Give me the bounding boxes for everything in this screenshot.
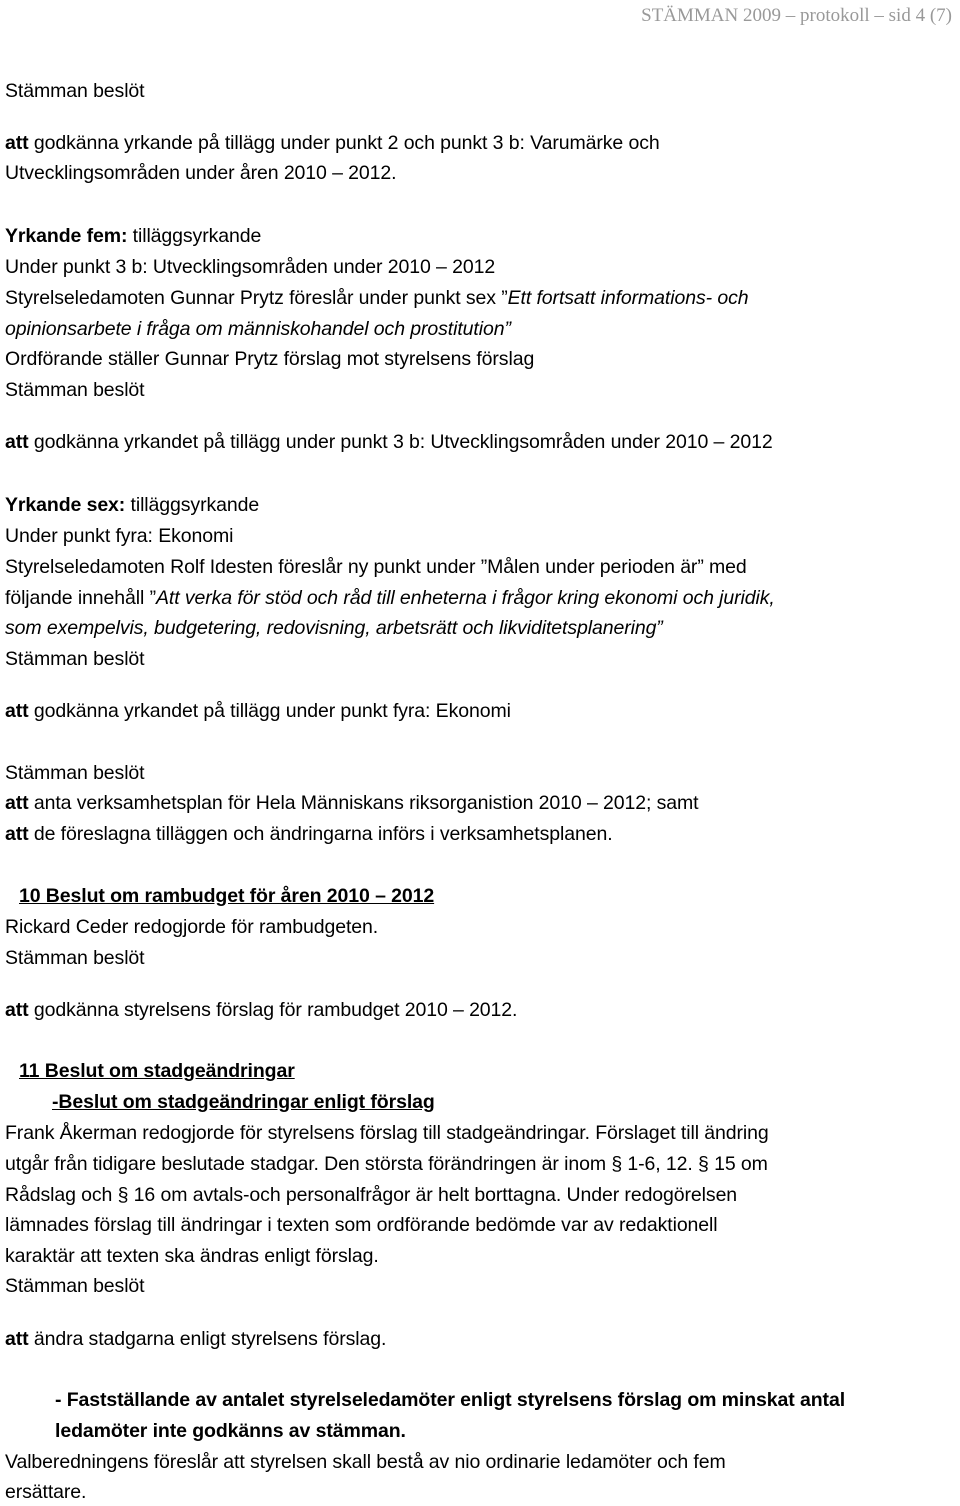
decision-label: Stämman beslöt	[5, 762, 145, 784]
motion-text-cont: opinionsarbete i fråga om människohandel och prostitution”	[5, 318, 511, 340]
motion-text-cont: som exempelvis, budgetering, redovisning, arbetsrätt och likviditetsplanering”	[5, 617, 663, 639]
decision-text-cont: Utvecklingsområden under åren 2010 – 2012.	[5, 162, 397, 184]
section-heading-11: 11 Beslut om stadgeändringar	[19, 1060, 295, 1082]
decision-text: att godkänna yrkandet på tillägg under punkt 3 b: Utvecklingsområden under 2010 – 2012	[5, 431, 773, 453]
section-text: Rådslag och § 16 om avtals-och personalfrågor är helt borttagna. Under redogörelsen	[5, 1184, 738, 1206]
section-text: Valberedningens föreslår att styrelsen skall bestå av nio ordinarie ledamöter och fem	[5, 1451, 726, 1473]
section-text: ersättare.	[5, 1481, 87, 1503]
motion-heading: Yrkande sex: tilläggsyrkande	[5, 494, 260, 516]
motion-point: Under punkt fyra: Ekonomi	[5, 525, 234, 547]
motion-heading: Yrkande fem: tilläggsyrkande	[5, 225, 262, 247]
decision-text: att de föreslagna tilläggen och ändringarna införs i verksamhetsplanen.	[5, 823, 613, 845]
section-text: utgår från tidigare beslutade stadgar. Den största förändringen är inom § 1-6, 12. § 15 om	[5, 1153, 768, 1175]
subsection-heading-cont: ledamöter inte godkänns av stämman.	[55, 1420, 406, 1442]
subsection-heading: - Fastställande av antalet styrelseledamöter enligt styrelsens förslag om minskat antal	[55, 1389, 846, 1411]
motion-text: Styrelseledamoten Gunnar Prytz föreslår under punkt sex ”Ett fortsatt informations- och	[5, 287, 749, 309]
section-text: Rickard Ceder redogjorde för rambudgeten.	[5, 916, 379, 938]
subsection-heading: -Beslut om stadgeändringar enligt förslag	[52, 1091, 435, 1113]
decision-text: att godkänna yrkande på tillägg under punkt 2 och punkt 3 b: Varumärke och	[5, 132, 660, 154]
section-text: Frank Åkerman redogjorde för styrelsens förslag till stadgeändringar. Förslaget till ändring	[5, 1122, 769, 1144]
decision-label: Stämman beslöt	[5, 648, 145, 670]
section-heading-10: 10 Beslut om rambudget för åren 2010 – 2012	[19, 885, 435, 907]
motion-text: Styrelseledamoten Rolf Idesten föreslår ny punkt under ”Målen under perioden är” med	[5, 556, 747, 578]
decision-label: Stämman beslöt	[5, 947, 145, 969]
decision-text: att godkänna styrelsens förslag för rambudget 2010 – 2012.	[5, 999, 518, 1021]
section-text: karaktär att texten ska ändras enligt förslag.	[5, 1245, 379, 1267]
decision-text: att ändra stadgarna enligt styrelsens förslag.	[5, 1328, 387, 1350]
decision-text: att anta verksamhetsplan för Hela Människans riksorganistion 2010 – 2012; samt	[5, 792, 699, 814]
decision-label: Stämman beslöt	[5, 1275, 145, 1297]
decision-label: Stämman beslöt	[5, 80, 145, 102]
section-text: lämnades förslag till ändringar i texten som ordförande bedömde var av redaktionell	[5, 1214, 718, 1236]
page-header: STÄMMAN 2009 – protokoll – sid 4 (7)	[641, 5, 952, 26]
chair-text: Ordförande ställer Gunnar Prytz förslag mot styrelsens förslag	[5, 348, 535, 370]
decision-text: att godkänna yrkandet på tillägg under punkt fyra: Ekonomi	[5, 700, 511, 722]
motion-point: Under punkt 3 b: Utvecklingsområden under 2010 – 2012	[5, 256, 496, 278]
decision-label: Stämman beslöt	[5, 379, 145, 401]
motion-text-cont: följande innehåll ”Att verka för stöd och råd till enheterna i frågor kring ekonomi och juridik,	[5, 587, 775, 609]
